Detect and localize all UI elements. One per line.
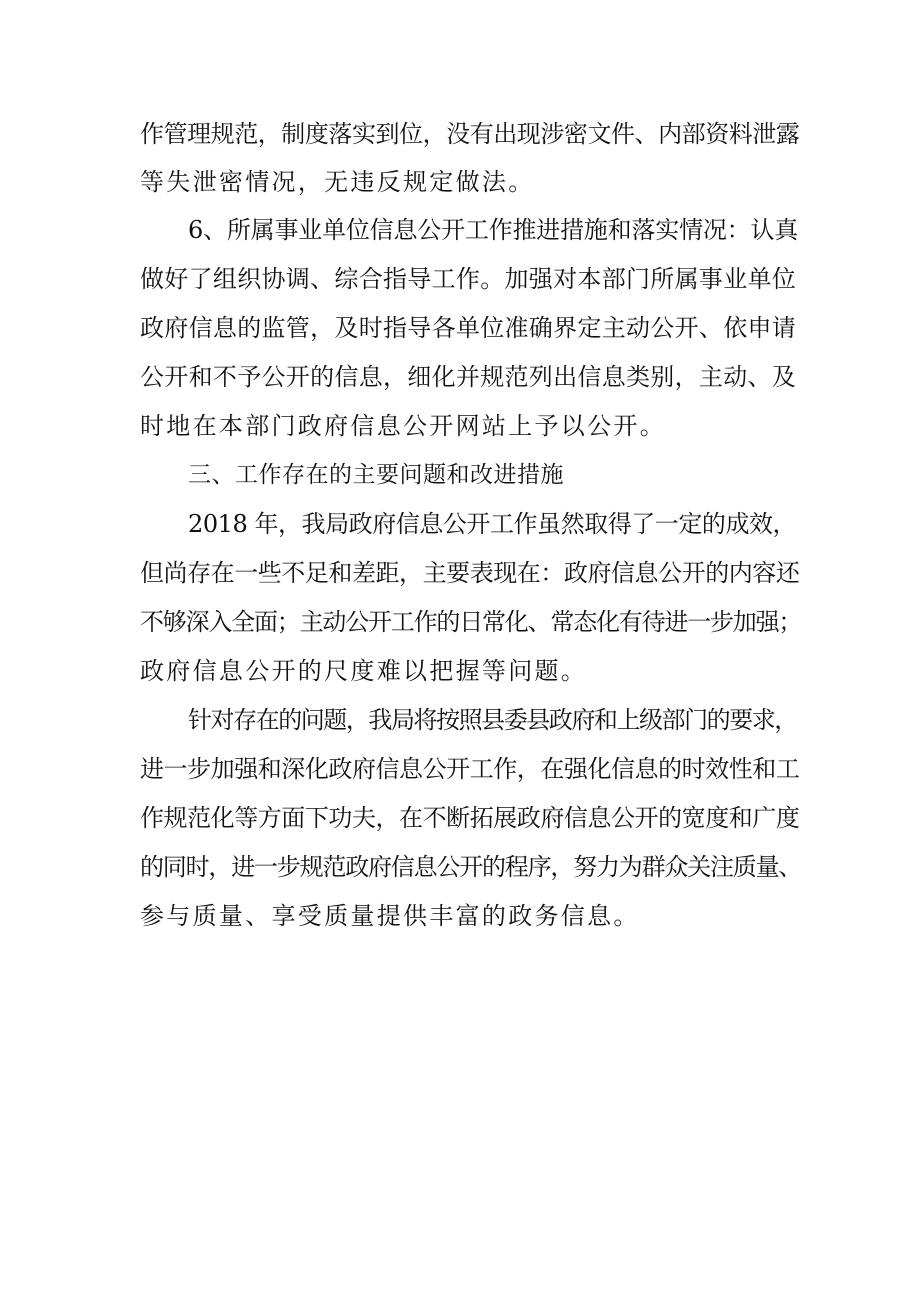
paragraph-line: 作管理规范，制度落实到位，没有出现涉密文件、内部资料泄露 (140, 120, 800, 148)
paragraph-line: 的同时，进一步规范政府信息公开的程序，努力为群众关注质量、 (140, 853, 802, 881)
paragraph-line: 但尚存在一些不足和差距，主要表现在：政府信息公开的内容还 (140, 559, 800, 587)
paragraph-line: 等失泄密情况，无违反规定做法。 (140, 168, 535, 196)
paragraph-line: 时地在本部门政府信息公开网站上予以公开。 (140, 412, 666, 440)
paragraph-line: 进一步加强和深化政府信息公开工作，在强化信息的时效性和工 (140, 755, 800, 783)
paragraph-line: 不够深入全面；主动公开工作的日常化、常态化有待进一步加强； (140, 608, 802, 636)
paragraph-line: 参与质量、享受质量提供丰富的政务信息。 (140, 902, 640, 930)
paragraph-line: 6、所属事业单位信息公开工作推进措施和落实情况：认真 (188, 216, 799, 244)
paragraph-line: 做好了组织协调、综合指导工作。加强对本部门所属事业单位 (140, 265, 797, 293)
paragraph-line: 2018 年，我局政府信息公开工作虽然取得了一定的成效， (188, 510, 797, 538)
section-heading: 三、工作存在的主要问题和改进措施 (188, 462, 564, 488)
paragraph-line: 政府信息公开的尺度难以把握等问题。 (140, 657, 588, 685)
paragraph-line: 政府信息的监管，及时指导各单位准确界定主动公开、依申请 (140, 314, 797, 342)
paragraph-line: 公开和不予公开的信息，细化并规范列出信息类别，主动、及 (140, 363, 797, 391)
paragraph-line: 针对存在的问题，我局将按照县委县政府和上级部门的要求， (188, 706, 797, 734)
paragraph-line: 作规范化等方面下功夫，在不断拓展政府信息公开的宽度和广度 (140, 804, 800, 832)
